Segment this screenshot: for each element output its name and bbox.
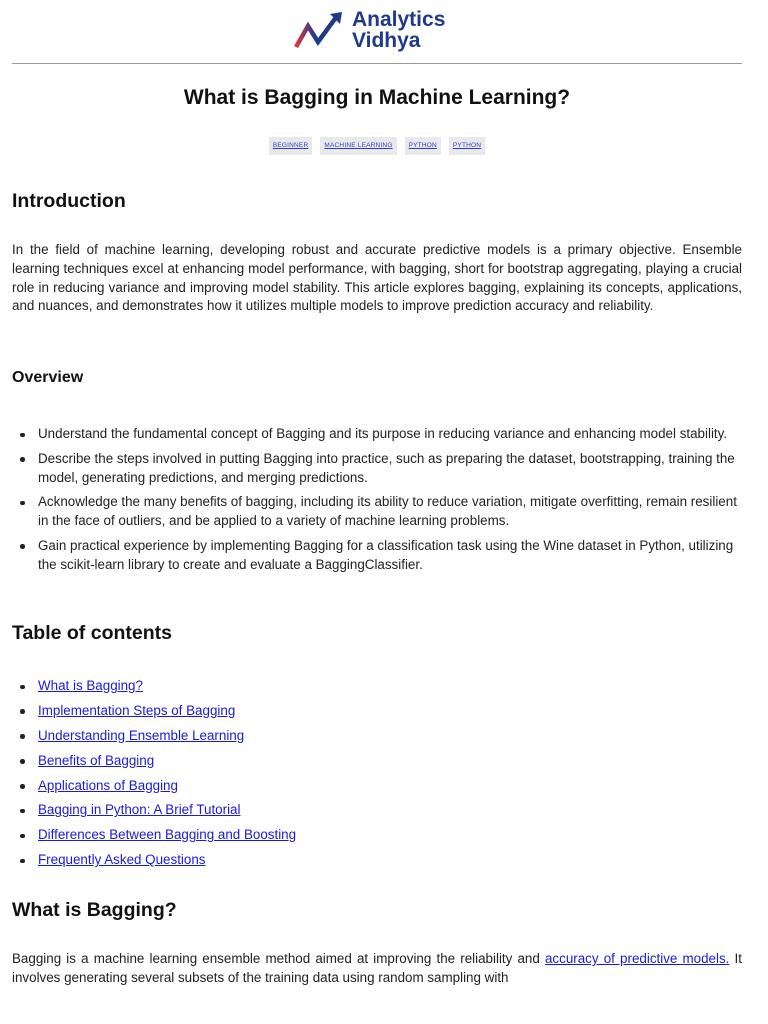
- toc-link-applications[interactable]: Applications of Bagging: [38, 777, 178, 793]
- toc-item: [12, 677, 742, 696]
- list-item: Gain practical experience by implementing Bagging for a classification task using the Wine dataset in Python, utilizing the scikit-learn library to create and evaluate a BaggingClassifier.: [12, 537, 742, 575]
- list-item: Acknowledge the many benefits of bagging, including its ability to reduce variation, mitigate overfitting, remain resilient in the face of outliers, and be applied to a variety of machine learning problems.: [12, 493, 742, 531]
- brand-line-2: Vidhya: [352, 29, 421, 52]
- list-item: Understand the fundamental concept of Bagging and its purpose in reducing variance and enhancing model stability.: [12, 425, 742, 444]
- tag-python-2[interactable]: PYTHON: [449, 137, 485, 155]
- brand-name: [352, 9, 445, 51]
- tag-python[interactable]: PYTHON: [405, 137, 441, 155]
- intro-heading: Introduction: [12, 190, 126, 212]
- toc-link-bagging-vs-boosting[interactable]: Differences Between Bagging and Boosting: [38, 827, 297, 843]
- tag-beginner[interactable]: BEGINNER: [269, 137, 313, 155]
- list-item: Describe the steps involved in putting Bagging into practice, such as preparing the dataset, bootstrapping, training the model, generating predictions, and merging predictions.: [12, 450, 742, 488]
- accuracy-link[interactable]: accuracy of predictive models.: [544, 951, 730, 966]
- toc-heading: Table of contents: [12, 622, 172, 644]
- toc-link-faq[interactable]: Frequently Asked Questions: [38, 852, 206, 868]
- overview-heading: Overview: [12, 369, 84, 386]
- toc-link-ensemble-learning[interactable]: Understanding Ensemble Learning: [38, 727, 245, 743]
- toc-item: [12, 851, 742, 870]
- tag-machine-learning[interactable]: MACHINE LEARNING: [320, 137, 396, 155]
- analytics-vidhya-logo-icon: [294, 10, 348, 50]
- toc-item: [12, 702, 742, 721]
- toc-link-implementation-steps[interactable]: Implementation Steps of Bagging: [38, 702, 236, 718]
- what-is-bagging-heading: What is Bagging?: [12, 899, 177, 921]
- toc-list: [12, 677, 742, 876]
- site-logo[interactable]: [294, 9, 445, 51]
- brand-line-1: Analytics: [352, 8, 446, 31]
- article-title: What is Bagging in Machine Learning?: [183, 86, 571, 109]
- intro-paragraph: In the field of machine learning, developing robust and accurate predictive models is a primary objective. Ensemble learning techniques excel at enhancing model performance, with bagging, short for bootstrap aggregating, playing a crucial role in reducing variance and improving model stability. This article explores bagging, explaining its concepts, applications, and nuances, and demonstrates how it utilizes multiple models to improve prediction accuracy and reliability.: [12, 242, 742, 314]
- tag-list: [12, 137, 742, 155]
- toc-link-benefits[interactable]: Benefits of Bagging: [38, 752, 155, 768]
- overview-list: [12, 425, 742, 581]
- toc-item: [12, 752, 742, 771]
- what-is-bagging-paragraph: [12, 950, 742, 988]
- article-page: [12, 0, 743, 985]
- toc-item: [12, 826, 742, 845]
- toc-item: [12, 801, 742, 820]
- toc-link-python-tutorial[interactable]: Bagging in Python: A Brief Tutorial: [38, 802, 241, 818]
- toc-item: [12, 727, 742, 746]
- toc-item: [12, 777, 742, 796]
- toc-link-what-is-bagging[interactable]: What is Bagging?: [38, 678, 143, 693]
- site-header: [12, 0, 742, 64]
- paragraph-text-start: Bagging is a machine learning ensemble method aimed at improving the reliability and: [12, 951, 545, 966]
- paragraph-text-end: It involves generating several subsets of the training data using random sampling with: [12, 951, 743, 985]
